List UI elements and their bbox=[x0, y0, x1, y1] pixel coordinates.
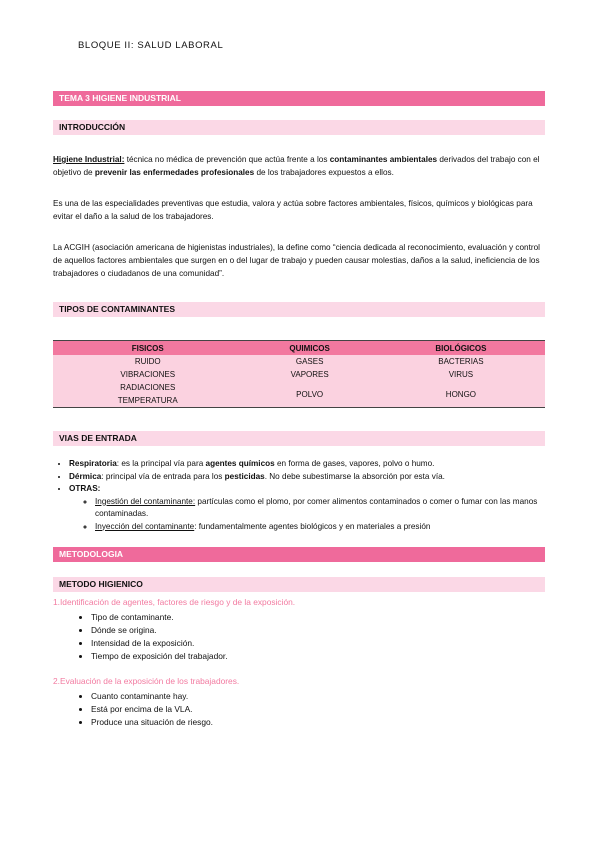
vias-list bbox=[53, 458, 545, 533]
header-fisicos: FISICOS bbox=[53, 341, 242, 356]
table-row bbox=[53, 381, 545, 408]
definition-bold-2: prevenir las enfermedades profesionales bbox=[94, 168, 255, 177]
list-item: • Intensidad de la exposición. bbox=[91, 637, 228, 650]
step-1-heading: 1.Identificación de agentes, factores de riesgo y de la exposición. bbox=[53, 597, 296, 607]
step-2-heading: 2.Evaluación de la exposición de los trabajadores. bbox=[53, 676, 240, 686]
list-item bbox=[69, 471, 545, 484]
contaminants-table bbox=[53, 340, 545, 408]
tipos-title-band: TIPOS DE CONTAMINANTES bbox=[53, 302, 545, 317]
table-cell: POLVO bbox=[242, 381, 376, 408]
table-header-row bbox=[53, 341, 545, 356]
table-cell: VAPORES bbox=[242, 368, 376, 381]
ing-text: partículas como el plomo, por comer alimentos contaminados o comer o fumar con las manos contaminadas. bbox=[95, 496, 538, 518]
otras-label: OTRAS bbox=[69, 484, 98, 493]
derm-label: Dérmica bbox=[69, 471, 102, 481]
resp-text-a: : es la principal vía para bbox=[116, 459, 206, 468]
definition-text-a: técnica no médica de prevención que actúa frente a los bbox=[124, 155, 330, 164]
header-biologicos: BIOLÓGICOS bbox=[377, 341, 545, 356]
resp-text-b: en forma de gases, vapores, polvo o humo. bbox=[274, 459, 435, 468]
list-item bbox=[69, 483, 545, 533]
table-cell bbox=[53, 381, 242, 408]
header-quimicos: QUIMICOS bbox=[242, 341, 376, 356]
ing-label: Ingestión del contaminante: bbox=[95, 496, 196, 506]
step-1-list bbox=[75, 611, 228, 663]
table-cell: HONGO bbox=[377, 381, 545, 408]
iny-label: Inyección del contaminante bbox=[95, 521, 195, 531]
vias-title-band: VIAS DE ENTRADA bbox=[53, 431, 545, 446]
table-cell: VIRUS bbox=[377, 368, 545, 381]
list-item: • Dónde se origina. bbox=[91, 624, 228, 637]
intro-paragraph-2: Es una de las especialidades preventivas que estudia, valora y actúa sobre factores ambientales, físicos, químicos y biológicas para evitar el daño a la salud de los trabajadores. bbox=[53, 199, 533, 221]
list-item: • Produce una situación de riesgo. bbox=[91, 716, 213, 729]
list-item: • Está por encima de la VLA. bbox=[91, 703, 213, 716]
step-2-list bbox=[75, 690, 213, 729]
definition-text-c: de los trabajadores expuestos a ellos. bbox=[254, 168, 394, 177]
intro-title-band: INTRODUCCIÓN bbox=[53, 120, 545, 135]
cell-radiaciones: RADIACIONES bbox=[120, 383, 176, 392]
cell-temperatura: TEMPERATURA bbox=[117, 396, 178, 405]
derm-text-a: : principal vía de entrada para los bbox=[101, 471, 225, 481]
list-item bbox=[95, 496, 545, 521]
iny-text: : fundamentalmente agentes biológicos y en materiales a presión bbox=[194, 521, 431, 531]
list-item: • Tiempo de exposición del trabajador. bbox=[91, 650, 228, 663]
table-cell: GASES bbox=[242, 355, 376, 368]
table-row bbox=[53, 355, 545, 368]
definition-text-b: derivados del trabajo con el objetivo de bbox=[53, 155, 540, 177]
page-header: BLOQUE II: SALUD LABORAL bbox=[78, 40, 224, 51]
intro-paragraph-3: La ACGIH (asociación americana de higienistas industriales), la define como “ciencia dedicada al reconocimiento, evaluación y control de aquellos factores ambientales que surgen en o del lugar de trabajo y pueden causar molestias, daños a la salud, ineficiencia de los trabajadores o ciudadanos de una comunidad”. bbox=[53, 243, 540, 278]
table-row bbox=[53, 368, 545, 381]
list-item: • Tipo de contaminante. bbox=[91, 611, 228, 624]
metodo-title-band: METODO HIGIENICO bbox=[53, 577, 545, 592]
metodologia-title-band: METODOLOGIA bbox=[53, 547, 545, 562]
resp-label: Respiratoria bbox=[69, 459, 117, 468]
list-item bbox=[69, 458, 545, 471]
table-cell: BACTERIAS bbox=[377, 355, 545, 368]
resp-bold: agentes químicos bbox=[205, 459, 275, 468]
otras-sublist bbox=[69, 496, 545, 534]
otras-colon: : bbox=[97, 484, 101, 493]
derm-text-b: . No debe subestimarse la absorción por esta vía. bbox=[264, 471, 445, 481]
definition-term: Higiene Industrial: bbox=[53, 155, 125, 164]
table-cell: VIBRACIONES bbox=[53, 368, 242, 381]
derm-bold: pesticidas bbox=[224, 471, 265, 481]
table-cell: RUIDO bbox=[53, 355, 242, 368]
definition-bold-1: contaminantes ambientales bbox=[329, 155, 438, 164]
list-item: • Cuanto contaminante hay. bbox=[91, 690, 213, 703]
list-item bbox=[95, 521, 545, 534]
tema-title-band: TEMA 3 HIGIENE INDUSTRIAL bbox=[53, 91, 545, 106]
intro-definition bbox=[53, 153, 545, 179]
